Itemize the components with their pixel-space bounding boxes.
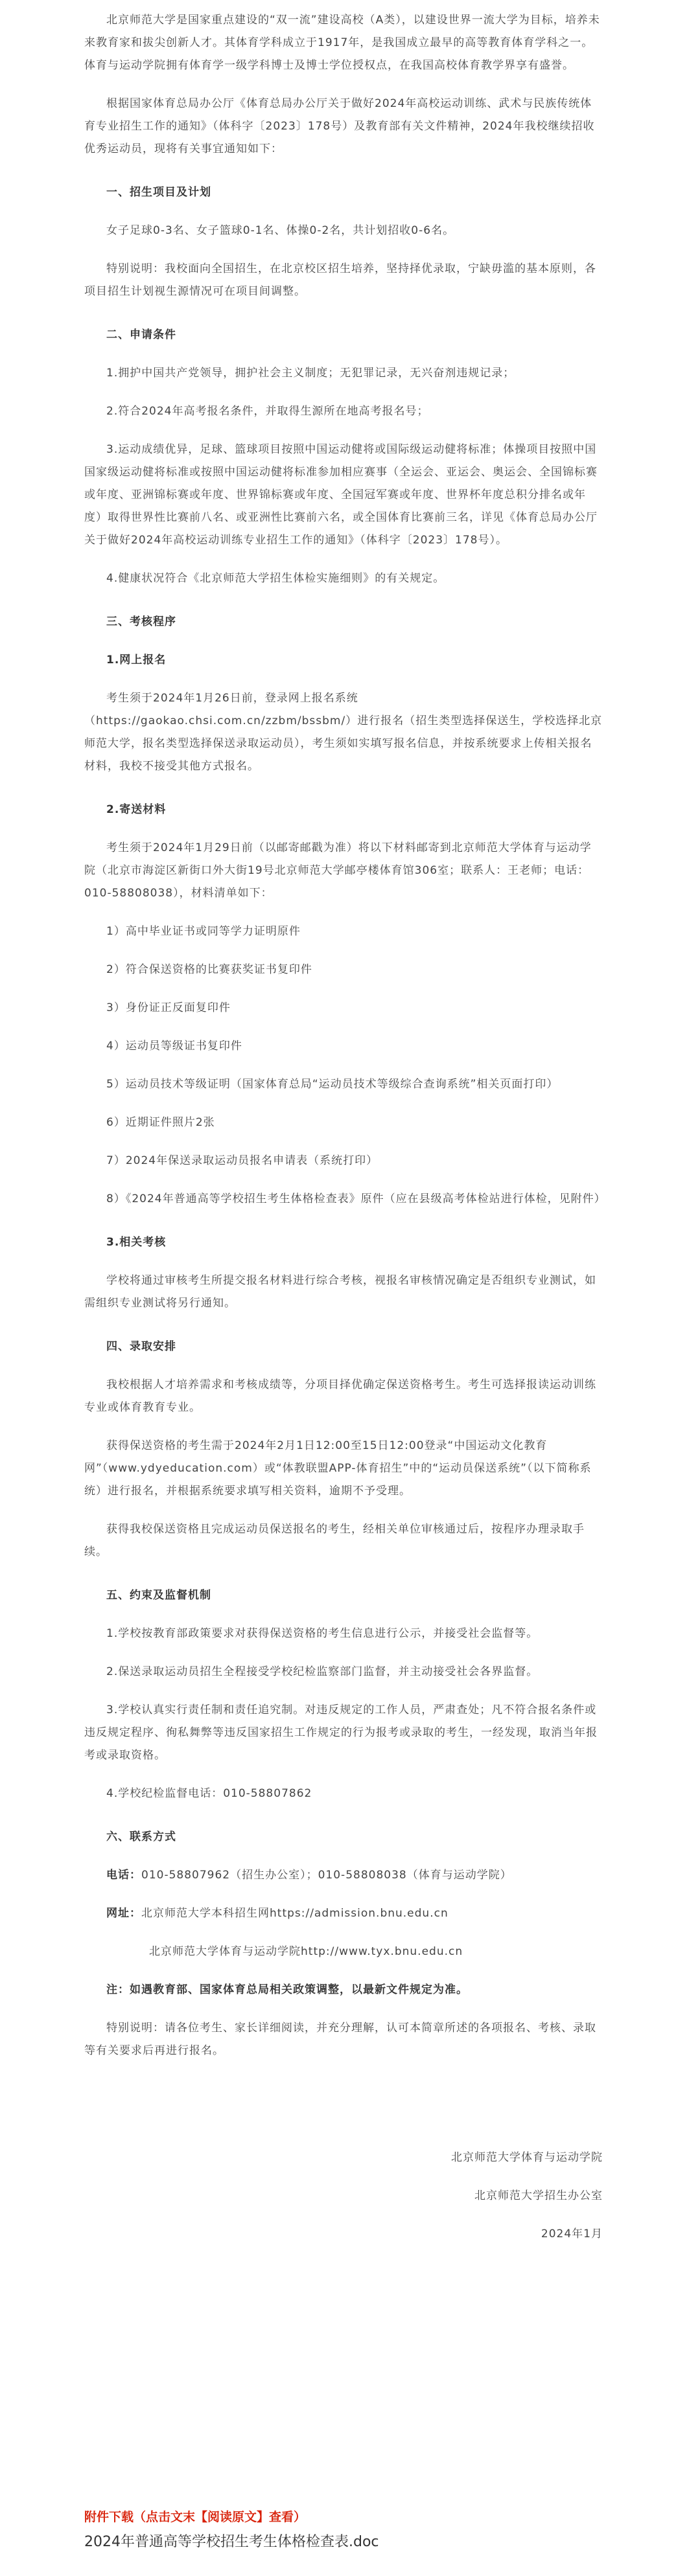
intro-paragraph-1: 北京师范大学是国家重点建设的“双一流”建设高校（A类），以建设世界一流大学为目标，培养未来教育家和拔尖创新人才。其体育学科成立于1917年，是我国成立最早的高等教育体育学科之一。体育与运动学院拥有体育学一级学科博士及博士学位授权点，在我国高校体育教学界享有盛誉。 bbox=[84, 14, 600, 72]
final-note: 特别说明：请各位考生、家长详细阅读，并充分理解，认可本简章所述的各项报名、考核、录取等有关要求后再进行报名。 bbox=[84, 2022, 596, 2057]
material-item: 4）运动员等级证书复印件 bbox=[106, 1040, 242, 1053]
material-item: 8）《2024年普通高等学校招生考生体格检查表》原件（应在县级高考体检站进行体检，见附件） bbox=[106, 1192, 606, 1205]
online-registration-text: 考生须于2024年1月26日前，登录网上报名系统（https://gaokao.chsi.com.cn/zzbm/bssbm/）进行报名（招生类型选择保送生，学校选择北京师范大学，报名类型选择保送录取运动员），考生须如实填写报名信息，并按系统要求上传相关报名材料，我校不接受其他方式报名。 bbox=[84, 692, 603, 773]
condition-item: 3.运动成绩优异，足球、篮球项目按照中国运动健将或国际级运动健将标准；体操项目按照中国国家级运动健将标准或按照中国运动健将标准参加相应赛事（全运会、亚运会、奥运会、全国锦标赛或年度、亚洲锦标赛或年度、世界锦标赛或年度、全国冠军赛或年度、世界杯年度总积分排名或年度）取得世界性比赛前八名、或亚洲性比赛前六名，或全国体育比赛前三名，详见《体育总局办公厅关于做好2024年高校运动训练专业招生工作的通知》（体科字〔2023〕178号）。 bbox=[84, 443, 598, 547]
phone-label: 电话： bbox=[106, 1869, 141, 1882]
supervision-item: 2.保送录取运动员招生全程接受学校纪检监察部门监督，并主动接受社会各界监督。 bbox=[106, 1665, 539, 1678]
material-item: 5）运动员技术等级证明（国家体育总局“运动员技术等级综合查询系统”相关页面打印） bbox=[106, 1078, 559, 1091]
attachment-download-title: 附件下载（点击文末【阅读原文】查看） bbox=[84, 2510, 307, 2524]
mail-materials-text: 考生须于2024年1月29日前（以邮寄邮戳为准）将以下材料邮寄到北京师范大学体育与运动学院（北京市海淀区新街口外大街19号北京师范大学邮亭楼体育馆306室；联系人：王老师；电话：010-58808038），材料清单如下： bbox=[84, 841, 592, 900]
contact-phone bbox=[84, 1864, 603, 1887]
signature-date: 2024年1月 bbox=[541, 2228, 603, 2240]
signature-org-1: 北京师范大学体育与运动学院 bbox=[451, 2151, 603, 2164]
admission-item: 我校根据人才培养需求和考核成绩等，分项目择优确定保送资格考生。考生可选择报读运动训练专业或体育教育专业。 bbox=[84, 1378, 596, 1414]
material-item: 6）近期证件照片2张 bbox=[106, 1116, 215, 1129]
admission-item: 获得我校保送资格且完成运动员保送报名的考生，经相关单位审核通过后，按程序办理录取手续。 bbox=[84, 1523, 585, 1558]
section-heading-contact: 六、联系方式 bbox=[106, 1830, 176, 1843]
admission-website-link[interactable]: 北京师范大学本科招生网https://admission.bnu.edu.cn bbox=[141, 1907, 449, 1920]
plan-text: 女子足球0-3名、女子篮球0-1名、体操0-2名，共计划招收0-6名。 bbox=[106, 224, 455, 237]
material-item: 1）高中毕业证书或同等学力证明原件 bbox=[106, 925, 301, 938]
section-heading-conditions: 二、申请条件 bbox=[106, 328, 176, 341]
material-item: 7）2024年保送录取运动员报名申请表（系统打印） bbox=[106, 1154, 379, 1167]
policy-notice: 注：如遇教育部、国家体育总局相关政策调整，以最新文件规定为准。 bbox=[106, 1983, 468, 1996]
plan-note: 特别说明：我校面向全国招生，在北京校区招生培养，坚持择优录取，宁缺毋滥的基本原则，各项目招生计划视生源情况可在项目间调整。 bbox=[84, 262, 596, 298]
admission-item: 获得保送资格的考生需于2024年2月1日12:00至15日12:00登录“中国运动文化教育网”（www.ydyeducation.com）或“体教联盟APP-体育招生”中的“运动员保送系统”（以下简称系统）进行报名，并根据系统要求填写相关资料，逾期不予受理。 bbox=[84, 1439, 592, 1498]
section-heading-supervision: 五、约束及监督机制 bbox=[106, 1589, 211, 1602]
article-body bbox=[84, 9, 606, 2246]
contact-website-2 bbox=[84, 1941, 603, 1963]
sports-school-website-link[interactable]: 北京师范大学体育与运动学院http://www.tyx.bnu.edu.cn bbox=[149, 1945, 463, 1958]
material-item: 2）符合保送资格的比赛获奖证书复印件 bbox=[106, 963, 312, 976]
phone-numbers: 010-58807962（招生办公室）；010-58808038（体育与运动学院） bbox=[141, 1869, 512, 1882]
section-heading-procedure: 三、考核程序 bbox=[106, 615, 176, 628]
section-heading-plan: 一、招生项目及计划 bbox=[106, 186, 211, 199]
intro-paragraph-2: 根据国家体育总局办公厅《体育总局办公厅关于做好2024年高校运动训练、武术与民族传统体育专业招生工作的通知》（体科字〔2023〕178号）及教育部有关文件精神，2024年我校继续招收优秀运动员，现将有关事宜通知如下： bbox=[84, 97, 595, 155]
subheading-online-registration: 1.网上报名 bbox=[106, 654, 167, 667]
supervision-item: 4.学校纪检监督电话：010-58807862 bbox=[106, 1787, 312, 1800]
subheading-assessment: 3.相关考核 bbox=[106, 1236, 167, 1249]
section-heading-admission: 四、录取安排 bbox=[106, 1340, 176, 1353]
condition-item: 4.健康状况符合《北京师范大学招生体检实施细则》的有关规定。 bbox=[106, 572, 445, 585]
assessment-text: 学校将通过审核考生所提交报名材料进行综合考核，视报名审核情况确定是否组织专业测试，如需组织专业测试将另行通知。 bbox=[84, 1274, 596, 1310]
condition-item: 1.拥护中国共产党领导，拥护社会主义制度；无犯罪记录，无兴奋剂违规记录； bbox=[106, 367, 515, 380]
supervision-item: 1.学校按教育部政策要求对获得保送资格的考生信息进行公示，并接受社会监督等。 bbox=[106, 1627, 539, 1640]
website-label: 网址： bbox=[106, 1907, 141, 1920]
condition-item: 2.符合2024年高考报名条件，并取得生源所在地高考报名号； bbox=[106, 405, 429, 418]
contact-website bbox=[84, 1902, 603, 1925]
material-item: 3）身份证正反面复印件 bbox=[106, 1001, 231, 1014]
supervision-item: 3.学校认真实行责任制和责任追究制。对违反规定的工作人员，严肃查处；凡不符合报名条件或违反规定程序、徇私舞弊等违反国家招生工作规定的行为报考或录取的考生，一经发现，取消当年报考或录取资格。 bbox=[84, 1704, 598, 1762]
signature-org-2: 北京师范大学招生办公室 bbox=[474, 2189, 603, 2202]
subheading-mail-materials: 2.寄送材料 bbox=[106, 803, 167, 816]
attachment-file-link[interactable]: 2024年普通高等学校招生考生体格检查表.doc bbox=[84, 2534, 379, 2550]
